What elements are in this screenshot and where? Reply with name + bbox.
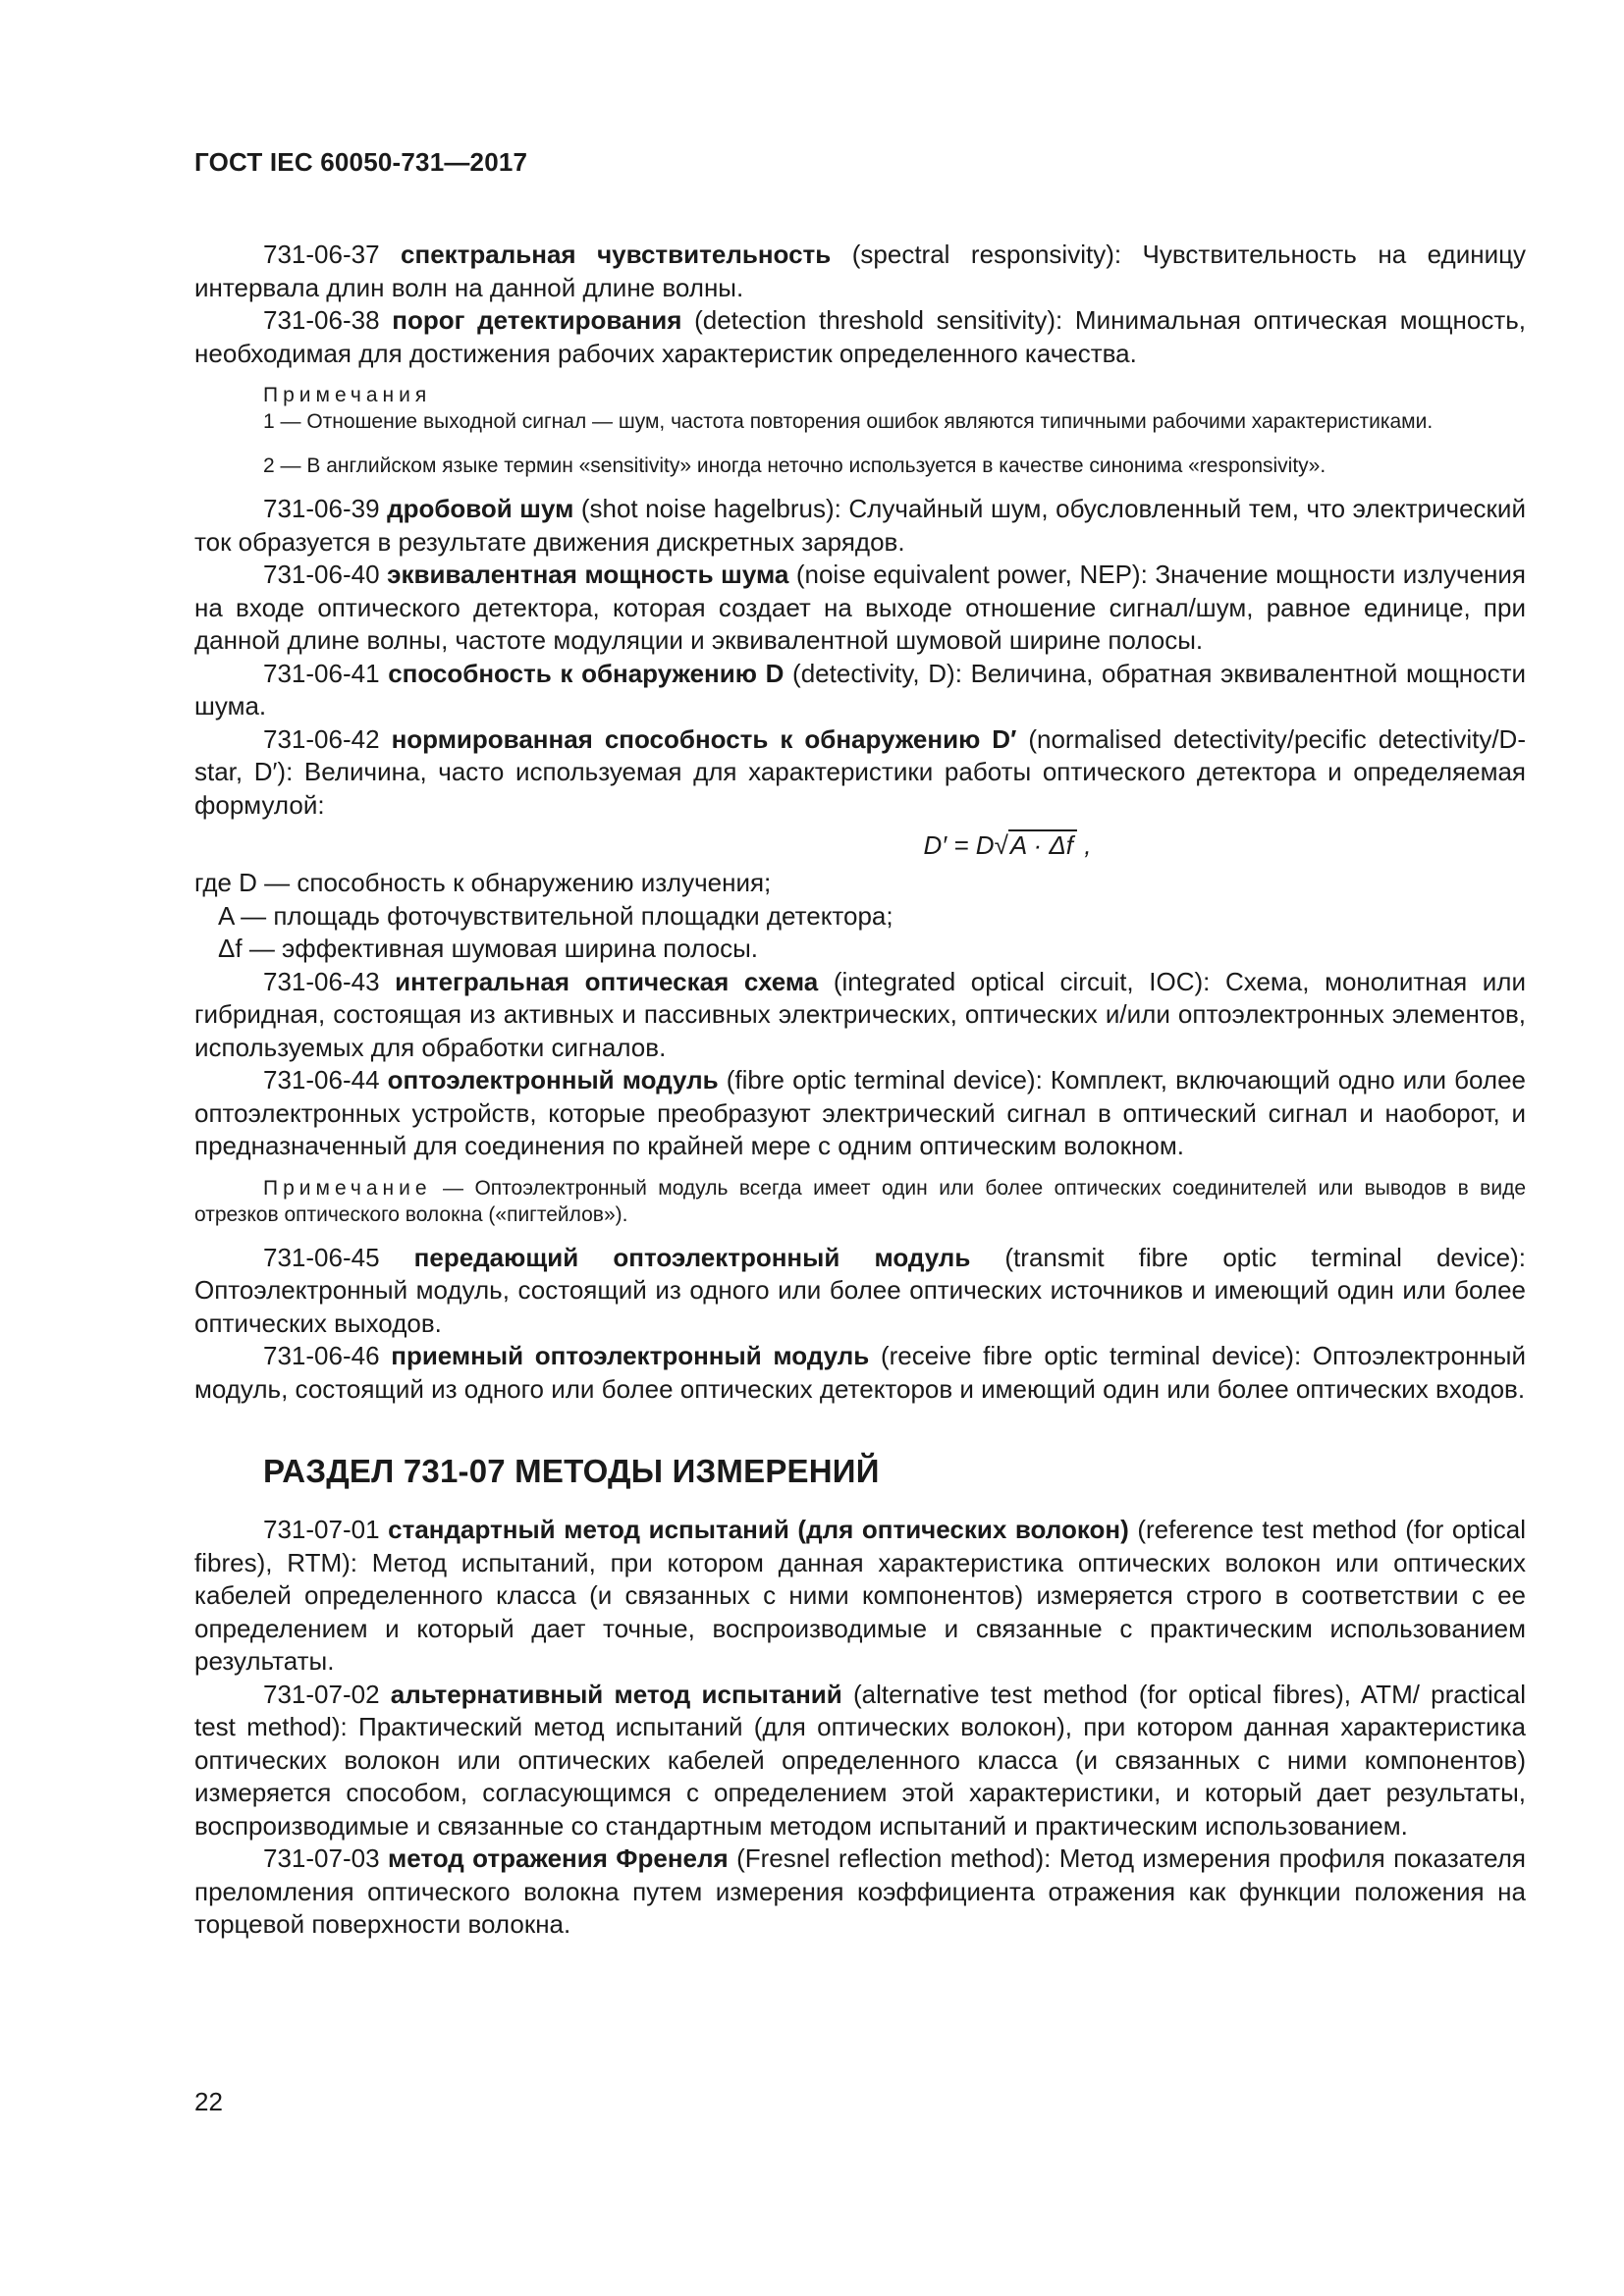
document-page	[194, 147, 1526, 1942]
term-name: порог детектирования	[392, 305, 682, 335]
term-entry	[194, 658, 1526, 723]
term-entry	[194, 1679, 1526, 1843]
term-entry	[194, 1064, 1526, 1163]
term-number: 731-07-03	[263, 1843, 380, 1873]
where-line: A — площадь фоточувствительной площадки детектора;	[218, 900, 893, 931]
section-title: РАЗДЕЛ 731-07 МЕТОДЫ ИЗМЕРЕНИЙ	[263, 1453, 880, 1489]
term-name: эквивалентная мощность шума	[387, 560, 789, 589]
term-number: 731-06-46	[263, 1341, 380, 1370]
term-definition: (transmit fibre optic terminal device): Оптоэлектронный модуль, состоящий из одного или более оптических источников и имеющий один или более оптических выходов.	[194, 1242, 1527, 1338]
formula-lhs: D′ = D	[923, 830, 995, 860]
term-group-a	[194, 239, 1526, 370]
note-single	[194, 1175, 1526, 1228]
where-line: где D — способность к обнаружению излучения;	[194, 868, 772, 897]
term-group-d	[194, 1242, 1526, 1407]
term-name: передающий оптоэлектронный модуль	[413, 1242, 971, 1272]
sqrt-symbol: √	[994, 830, 1008, 860]
term-name: интегральная оптическая схема	[395, 966, 819, 996]
term-entry	[194, 559, 1526, 658]
term-number: 731-06-41	[263, 658, 380, 688]
term-group-b	[194, 493, 1526, 822]
term-definition: (detection threshold sensitivity): Минимальная оптическая мощность, необходимая для достижения рабочих характеристик определенного качества.	[194, 305, 1526, 368]
term-definition: (reference test method (for optical fibres), RTM): Метод испытаний, при котором данная характеристика оптических волокон или оптических кабелей определенного класса (и связанных с ними компонентов) измеряется строго в соответствии с ее определением и который дает точные, воспроизводимые и связанные с практическим использованием результаты.	[194, 1515, 1527, 1676]
term-name: дробовой шум	[387, 494, 574, 523]
document-header: ГОСТ IEC 60050-731—2017	[194, 147, 528, 177]
term-number: 731-06-40	[263, 560, 380, 589]
term-definition: (integrated optical circuit, IOC): Схема, монолитная или гибридная, состоящая из активных и пассивных электрических, оптических и/или оптоэлектронных элементов, используемых для обработки сигналов.	[194, 966, 1526, 1062]
term-group-c	[194, 966, 1526, 1163]
term-name: способность к обнаружению D	[388, 658, 785, 688]
term-name: приемный оптоэлектронный модуль	[391, 1341, 870, 1370]
where-line: Δf — эффективная шумовая ширина полосы.	[218, 934, 758, 963]
term-entry	[194, 1842, 1526, 1942]
formula	[194, 826, 1526, 865]
term-name: спектральная чувствительность	[401, 240, 832, 269]
term-group-e	[194, 1514, 1526, 1942]
term-name: нормированная способность к обнаружению D′	[391, 723, 1017, 754]
term-number: 731-06-38	[263, 305, 380, 335]
note-text: — Оптоэлектронный модуль всегда имеет один или более оптических соединителей или выводов в виде отрезков оптического волокна («пигтейлов»).	[194, 1176, 1526, 1226]
notes-block	[194, 382, 1526, 479]
term-entry	[194, 966, 1526, 1065]
term-number: 731-07-02	[263, 1679, 380, 1709]
term-name: оптоэлектронный модуль	[387, 1065, 719, 1095]
term-number: 731-06-44	[263, 1065, 380, 1095]
term-entry	[194, 493, 1526, 559]
term-number: 731-06-42	[263, 723, 380, 754]
page-number: 22	[194, 2087, 223, 2116]
note-label: Примечание	[263, 1176, 432, 1200]
term-name: метод отражения Френеля	[387, 1843, 729, 1873]
term-number: 731-06-45	[263, 1242, 380, 1272]
term-entry	[194, 239, 1526, 304]
term-number: 731-06-43	[263, 966, 380, 996]
term-number: 731-07-01	[263, 1515, 380, 1544]
term-definition: (Fresnel reflection method): Метод измерения профиля показателя преломления оптического волокна путем измерения коэффициента отражения как функции положения на торцевой поверхности волокна.	[194, 1843, 1526, 1939]
term-entry	[194, 304, 1526, 370]
term-definition: (receive fibre optic terminal device): Оптоэлектронный модуль, состоящий из одного или более оптических детекторов и имеющий один или более оптических входов.	[194, 1341, 1526, 1404]
term-definition: (noise equivalent power, NEP): Значение мощности излучения на входе оптического детектора, которая создает на выходе отношение сигнал/шум, равное единице, при данной длине волны, частоте модуляции и эквивалентной шумовой ширине полосы.	[194, 560, 1526, 655]
term-entry	[194, 1340, 1526, 1406]
term-entry	[194, 723, 1526, 823]
term-definition: (spectral responsivity): Чувствительность на единицу интервала длин волн на данной длине волны.	[194, 240, 1526, 302]
term-definition: (normalised detectivity/pecific detectivity/D-star, D′): Величина, часто используемая для характеристики работы оптического детектора и определяемая формулой:	[194, 723, 1526, 820]
term-name: стандартный метод испытаний (для оптических волокон)	[388, 1515, 1129, 1544]
note-item: 1 — Отношение выходной сигнал — шум, частота повторения ошибок являются типичными рабочими характеристиками.	[263, 410, 1434, 433]
note-item: 2 — В английском языке термин «sensitivity» иногда неточно используется в качестве синонима «responsivity».	[263, 454, 1326, 477]
term-entry	[194, 1514, 1526, 1679]
term-number: 731-06-37	[263, 240, 380, 269]
term-definition: (shot noise hagelbrus): Случайный шум, обусловленный тем, что электрический ток образуется в результате движения дискретных зарядов.	[194, 494, 1526, 557]
term-definition: (fibre optic terminal device): Комплект, включающий одно или более оптоэлектронных устройств, которые преобразуют электрический сигнал в оптический сигнал и наоборот, и предназначенный для соединения по крайней мере с одним оптическим волокном.	[194, 1065, 1526, 1160]
term-name: альтернативный метод испытаний	[390, 1679, 842, 1709]
term-number: 731-06-39	[263, 494, 380, 523]
term-entry	[194, 1242, 1526, 1341]
notes-title: Примечания	[263, 384, 432, 406]
formula-radicand: A · Δf	[1008, 829, 1077, 859]
term-definition: (detectivity, D): Величина, обратная эквивалентной мощности шума.	[194, 658, 1526, 721]
formula-tail: ,	[1077, 830, 1092, 860]
term-definition: (alternative test method (for optical fibres), ATM/ practical test method): Практический метод испытаний (для оптических волокон), при котором данная характеристика оптических волокон или оптических кабелей определенного класса (и связанных с ними компонентов) измеряется способом, согласующимся с определением этой характеристики, и который дает результаты, воспроизводимые и связанные со стандартным методом испытаний и практическим использованием.	[194, 1679, 1526, 1841]
